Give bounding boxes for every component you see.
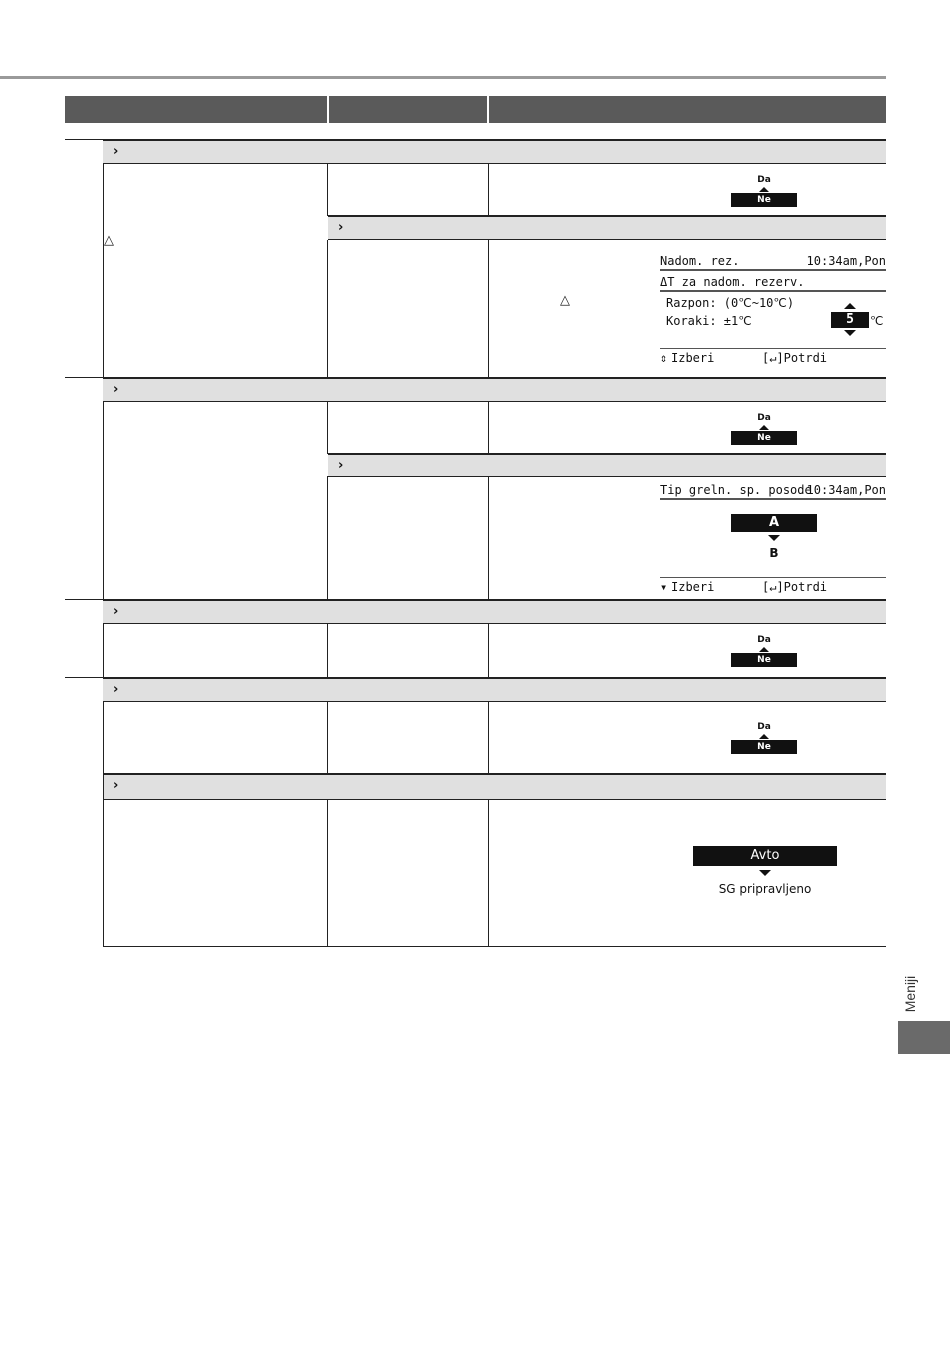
updown-icon: ⇕ [660, 351, 668, 365]
chevron-right-icon: › [113, 382, 119, 397]
section-band-4 [103, 678, 886, 702]
arrow-up-icon [759, 187, 769, 192]
column-line [488, 624, 489, 678]
value-box: 5 [831, 312, 869, 328]
select-hint: Izberi [671, 580, 715, 594]
side-tab-label: Meniji [902, 975, 918, 1013]
table-header-col-1 [65, 96, 327, 123]
select-hint: Izberi [671, 351, 715, 365]
option-yes: Da [757, 635, 771, 645]
table-bottom-rule [103, 946, 886, 947]
option-no-selected: Ne [731, 193, 797, 207]
arrow-down-icon [768, 535, 780, 541]
warning-triangle-icon: △ [104, 233, 114, 248]
column-line [103, 624, 104, 678]
column-line [327, 402, 328, 454]
yes-no-selector [731, 722, 797, 766]
option-no-selected: Ne [731, 431, 797, 445]
chevron-right-icon: › [113, 604, 119, 619]
screen-subtitle: ΔT za nadom. rezerv. [660, 275, 805, 289]
column-line [103, 402, 104, 600]
section-band-3 [103, 600, 886, 624]
yes-no-selector [731, 175, 797, 219]
screen-time: 10:34am,Pon [806, 483, 886, 497]
column-line [488, 402, 489, 454]
column-line [103, 702, 104, 947]
warning-triangle-icon: △ [560, 293, 570, 308]
column-line [327, 240, 328, 378]
arrow-up-icon [759, 647, 769, 652]
column-line [103, 164, 104, 378]
column-line [327, 164, 328, 216]
arrow-up-icon [759, 734, 769, 739]
option-no-selected: Ne [731, 653, 797, 667]
section-band-5 [103, 774, 886, 800]
screen-divider [660, 498, 886, 500]
screen-divider [660, 348, 886, 349]
side-tab-marker [898, 1021, 950, 1054]
screen-reserve [660, 252, 886, 370]
option-yes: Da [757, 175, 771, 185]
arrow-down-icon [844, 330, 856, 336]
option-other: B [769, 546, 779, 560]
screen-title: Nadom. rez. [660, 254, 740, 268]
arrow-up-icon [844, 303, 856, 309]
column-line [488, 702, 489, 774]
steps-text: Koraki: ±1℃ [666, 314, 752, 328]
section-band-2 [103, 378, 886, 402]
option-no-selected: Ne [731, 740, 797, 754]
column-line [488, 240, 489, 378]
screen-tank-type [660, 481, 886, 596]
column-line [488, 476, 489, 600]
table-header-col-3 [489, 96, 886, 123]
unit-text: ℃ [870, 314, 884, 328]
option-yes: Da [757, 413, 771, 423]
confirm-hint: [↵]Potrdi [762, 580, 828, 594]
screen-sg-mode [660, 840, 886, 900]
screen-divider [660, 577, 886, 578]
range-text: Razpon: (0℃~10℃) [666, 296, 795, 310]
chevron-right-icon: › [113, 144, 119, 159]
column-line [488, 164, 489, 216]
option-selected: Avto [693, 846, 837, 866]
arrow-up-icon [759, 425, 769, 430]
option-yes: Da [757, 722, 771, 732]
table-header-col-2 [329, 96, 487, 123]
screen-divider [660, 269, 886, 271]
chevron-right-icon: › [338, 458, 344, 473]
chevron-right-icon: › [113, 682, 119, 697]
option-other: SG pripravljeno [718, 882, 812, 896]
section-band-1 [103, 140, 886, 164]
chevron-right-icon: › [113, 778, 119, 793]
column-line [488, 799, 489, 947]
screen-divider [660, 290, 886, 292]
column-line [327, 799, 328, 947]
yes-no-selector [731, 635, 797, 679]
chevron-right-icon: › [338, 220, 344, 235]
column-line [327, 702, 328, 774]
down-icon: ▾ [660, 580, 668, 594]
top-rule [0, 76, 886, 79]
confirm-hint: [↵]Potrdi [762, 351, 828, 365]
screen-title: Tip greln. sp. posode [660, 483, 812, 497]
yes-no-selector [731, 413, 797, 457]
column-line [327, 624, 328, 678]
option-selected: A [731, 514, 817, 532]
subsection-band-2 [328, 454, 886, 477]
screen-time: 10:34am,Pon [806, 254, 886, 268]
column-line [327, 476, 328, 600]
arrow-down-icon [759, 870, 771, 876]
subsection-band-1 [328, 216, 886, 240]
